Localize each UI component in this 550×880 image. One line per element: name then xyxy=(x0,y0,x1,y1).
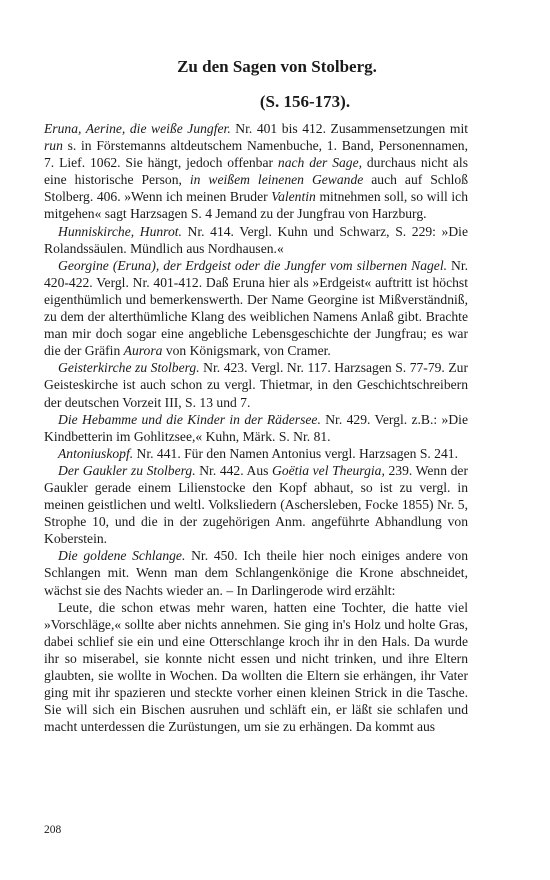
italic-text: Geisterkirche zu Stolberg. xyxy=(58,360,200,376)
paragraph xyxy=(44,223,468,257)
paragraph xyxy=(44,120,468,223)
text-run: Nr. 423. Vergl. Nr. 117. Harzsagen S. 77-79. Zur Geisteskirche ist auch schon zu vergl. Thietmar, in den Geschichtschreibern der deutschen Vorzeit III, S. 13 und 7. xyxy=(44,360,468,410)
text-run: 239. Wenn der Gaukler gerade einem Lilienstocke den Kopf abhaut, so ist zu vergl. in meinen geistlichen und weltl. Volksliedern (Aschersleben, Focke 1855) Nr. 5, Strophe 10, und die in der zugehörigen Anm. angeführte Abhandlung von Koberstein. xyxy=(44,462,468,547)
page-title: Zu den Sagen von Stolberg. xyxy=(177,57,377,76)
paragraph xyxy=(44,359,468,410)
page-subtitle: (S. 156-173). xyxy=(259,92,351,111)
text-run: durchaus nicht als eine historische Person, xyxy=(44,155,468,188)
paragraph xyxy=(44,445,468,462)
page-number: 208 xyxy=(44,824,62,836)
text-run: Nr. 441. Für den Namen Antonius vergl. Harzsagen S. 241. xyxy=(133,445,458,461)
text-run: von Königsmark, von Cramer. xyxy=(162,343,331,359)
text-run: Nr. 429. Vergl. z.B.: »Die Kindbetterin im Gohlitzsee,« Kuhn, Märk. S. Nr. 81. xyxy=(44,411,468,444)
italic-text: Goëtia vel Theurgia, xyxy=(272,462,385,478)
text-run: auch auf Schloß Stolberg. 406. »Wenn ich meinen Bruder xyxy=(44,172,469,205)
text-run: s. in Förstemanns altdeutschem Namenbuche, 1. Band, Personennamen, 7. Lief. 1062. Sie hängt, jedoch offenbar xyxy=(44,138,468,171)
italic-text: run xyxy=(44,138,63,154)
text-run: mitnehmen soll, so will ich mitgehen« sagt Harzsagen S. 4 Jemand zu der Jungfrau von Harzburg. xyxy=(44,189,468,222)
italic-text: in weißem leinenen Gewande xyxy=(189,172,364,188)
text-run: Nr. 420-422. Vergl. Nr. 401-412. Daß Eruna hier als »Erdgeist« auftritt ist höchst eigenthümlich und bemerkenswerth. Der Name Georgine ist Mißverständniß, zu dem der alterthümliche Klang des weiblichen Namens Anlaß gibt. Brachte man mir doch sogar eine angebliche Lebensgeschichte der Jungfrau; es war die der Gräfin xyxy=(44,257,468,359)
italic-text: Aurora xyxy=(123,343,163,359)
italic-text: nach der Sage, xyxy=(277,155,363,171)
text-run: Nr. 414. Vergl. Kuhn und Schwarz, S. 229: »Die Rolandssäulen. Mündlich aus Nordhausen.« xyxy=(44,223,468,256)
italic-text: Die goldene Schlange. xyxy=(58,548,186,564)
italic-text: Georgine (Eruna), der Erdgeist oder die Jungfer vom silbernen Nagel. xyxy=(58,257,448,273)
paragraph xyxy=(44,547,468,598)
text-run: Nr. 450. Ich theile hier noch einiges andere von Schlangen mit. Wenn man dem Schlangenkönige die Krone abschneidet, wächst sie des Nachts wieder an. – In Darlingerode wird erzählt: xyxy=(44,548,468,598)
italic-text: Hunniskirche, Hunrot. xyxy=(58,223,182,239)
italic-text: Die Hebamme und die Kinder in der Rädersee. xyxy=(58,411,321,427)
italic-text: Der Gaukler zu Stolberg. xyxy=(58,462,196,478)
paragraph xyxy=(44,257,468,360)
paragraph xyxy=(44,462,468,547)
italic-text: Valentin xyxy=(271,189,316,205)
italic-text: Antoniuskopf. xyxy=(58,445,134,461)
paragraph xyxy=(44,599,468,736)
italic-text: Eruna, Aerine, die weiße Jungfer. xyxy=(44,121,231,136)
text-run: Leute, die schon etwas mehr waren, hatten eine Tochter, die hatte viel »Vorschläge,« sollte aber nichts annehmen. Sie ging in's Holz und holte Gras, dabei schlief sie ein und eine Otterschlange kroch ihr in den Hals. Da wurde ihr so miserabel, sie konnte nicht essen und nicht trinken, und ihre Eltern glaubten, sie wollte in Wochen. Da wollten die Eltern sie erhängen, ihr Vater ging mit ihr spazieren und steckte vorher einen kleinen Strick in die Tasche. Sie will sich ein Bischen ausruhen und schläft ein, er läßt sie schlafen und macht unterdessen die Zurüstungen, um sie zu erhängen. Da kommt aus xyxy=(44,599,468,735)
text-run: Nr. 401 bis 412. Zusammensetzungen mit xyxy=(230,121,468,136)
body-text xyxy=(44,120,468,735)
text-run: Nr. 442. Aus xyxy=(195,462,273,478)
paragraph xyxy=(44,411,468,445)
